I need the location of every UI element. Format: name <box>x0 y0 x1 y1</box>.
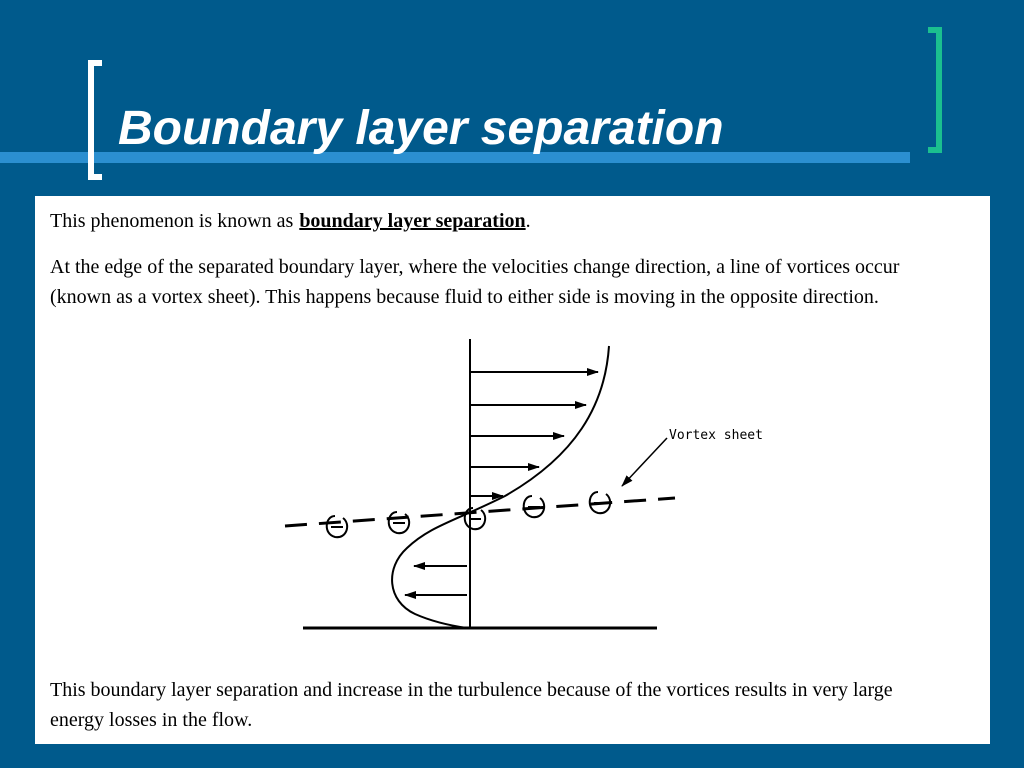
annotation-arrow <box>622 438 667 486</box>
vortex-symbol <box>327 516 347 537</box>
conclusion-line-1: This boundary layer separation and increase in the turbulence because of the vortices results in very large <box>50 679 893 701</box>
content-panel <box>35 196 990 744</box>
vortex-symbol <box>389 512 409 533</box>
vortex-sheet-line <box>285 498 675 526</box>
boundary-layer-diagram <box>35 196 990 744</box>
vortex-paragraph-line-2: (known as a vortex sheet). This happens because fluid to either side is moving in the opposite direction. <box>50 286 879 308</box>
vortex-sheet-label: Vortex sheet <box>669 428 763 443</box>
intro-prefix: This phenomenon is known as <box>50 210 294 232</box>
intro-term: boundary layer separation <box>299 210 526 232</box>
conclusion-line-2: energy losses in the flow. <box>50 709 253 731</box>
slide-title: Boundary layer separation <box>118 102 724 155</box>
vortex-paragraph-line-1: At the edge of the separated boundary layer, where the velocities change direction, a line of vortices occur <box>50 256 900 278</box>
left-bracket-decoration <box>88 60 102 180</box>
right-bracket-decoration <box>928 27 942 153</box>
intro-suffix: . <box>525 210 531 232</box>
velocity-profile-curve <box>392 346 609 628</box>
